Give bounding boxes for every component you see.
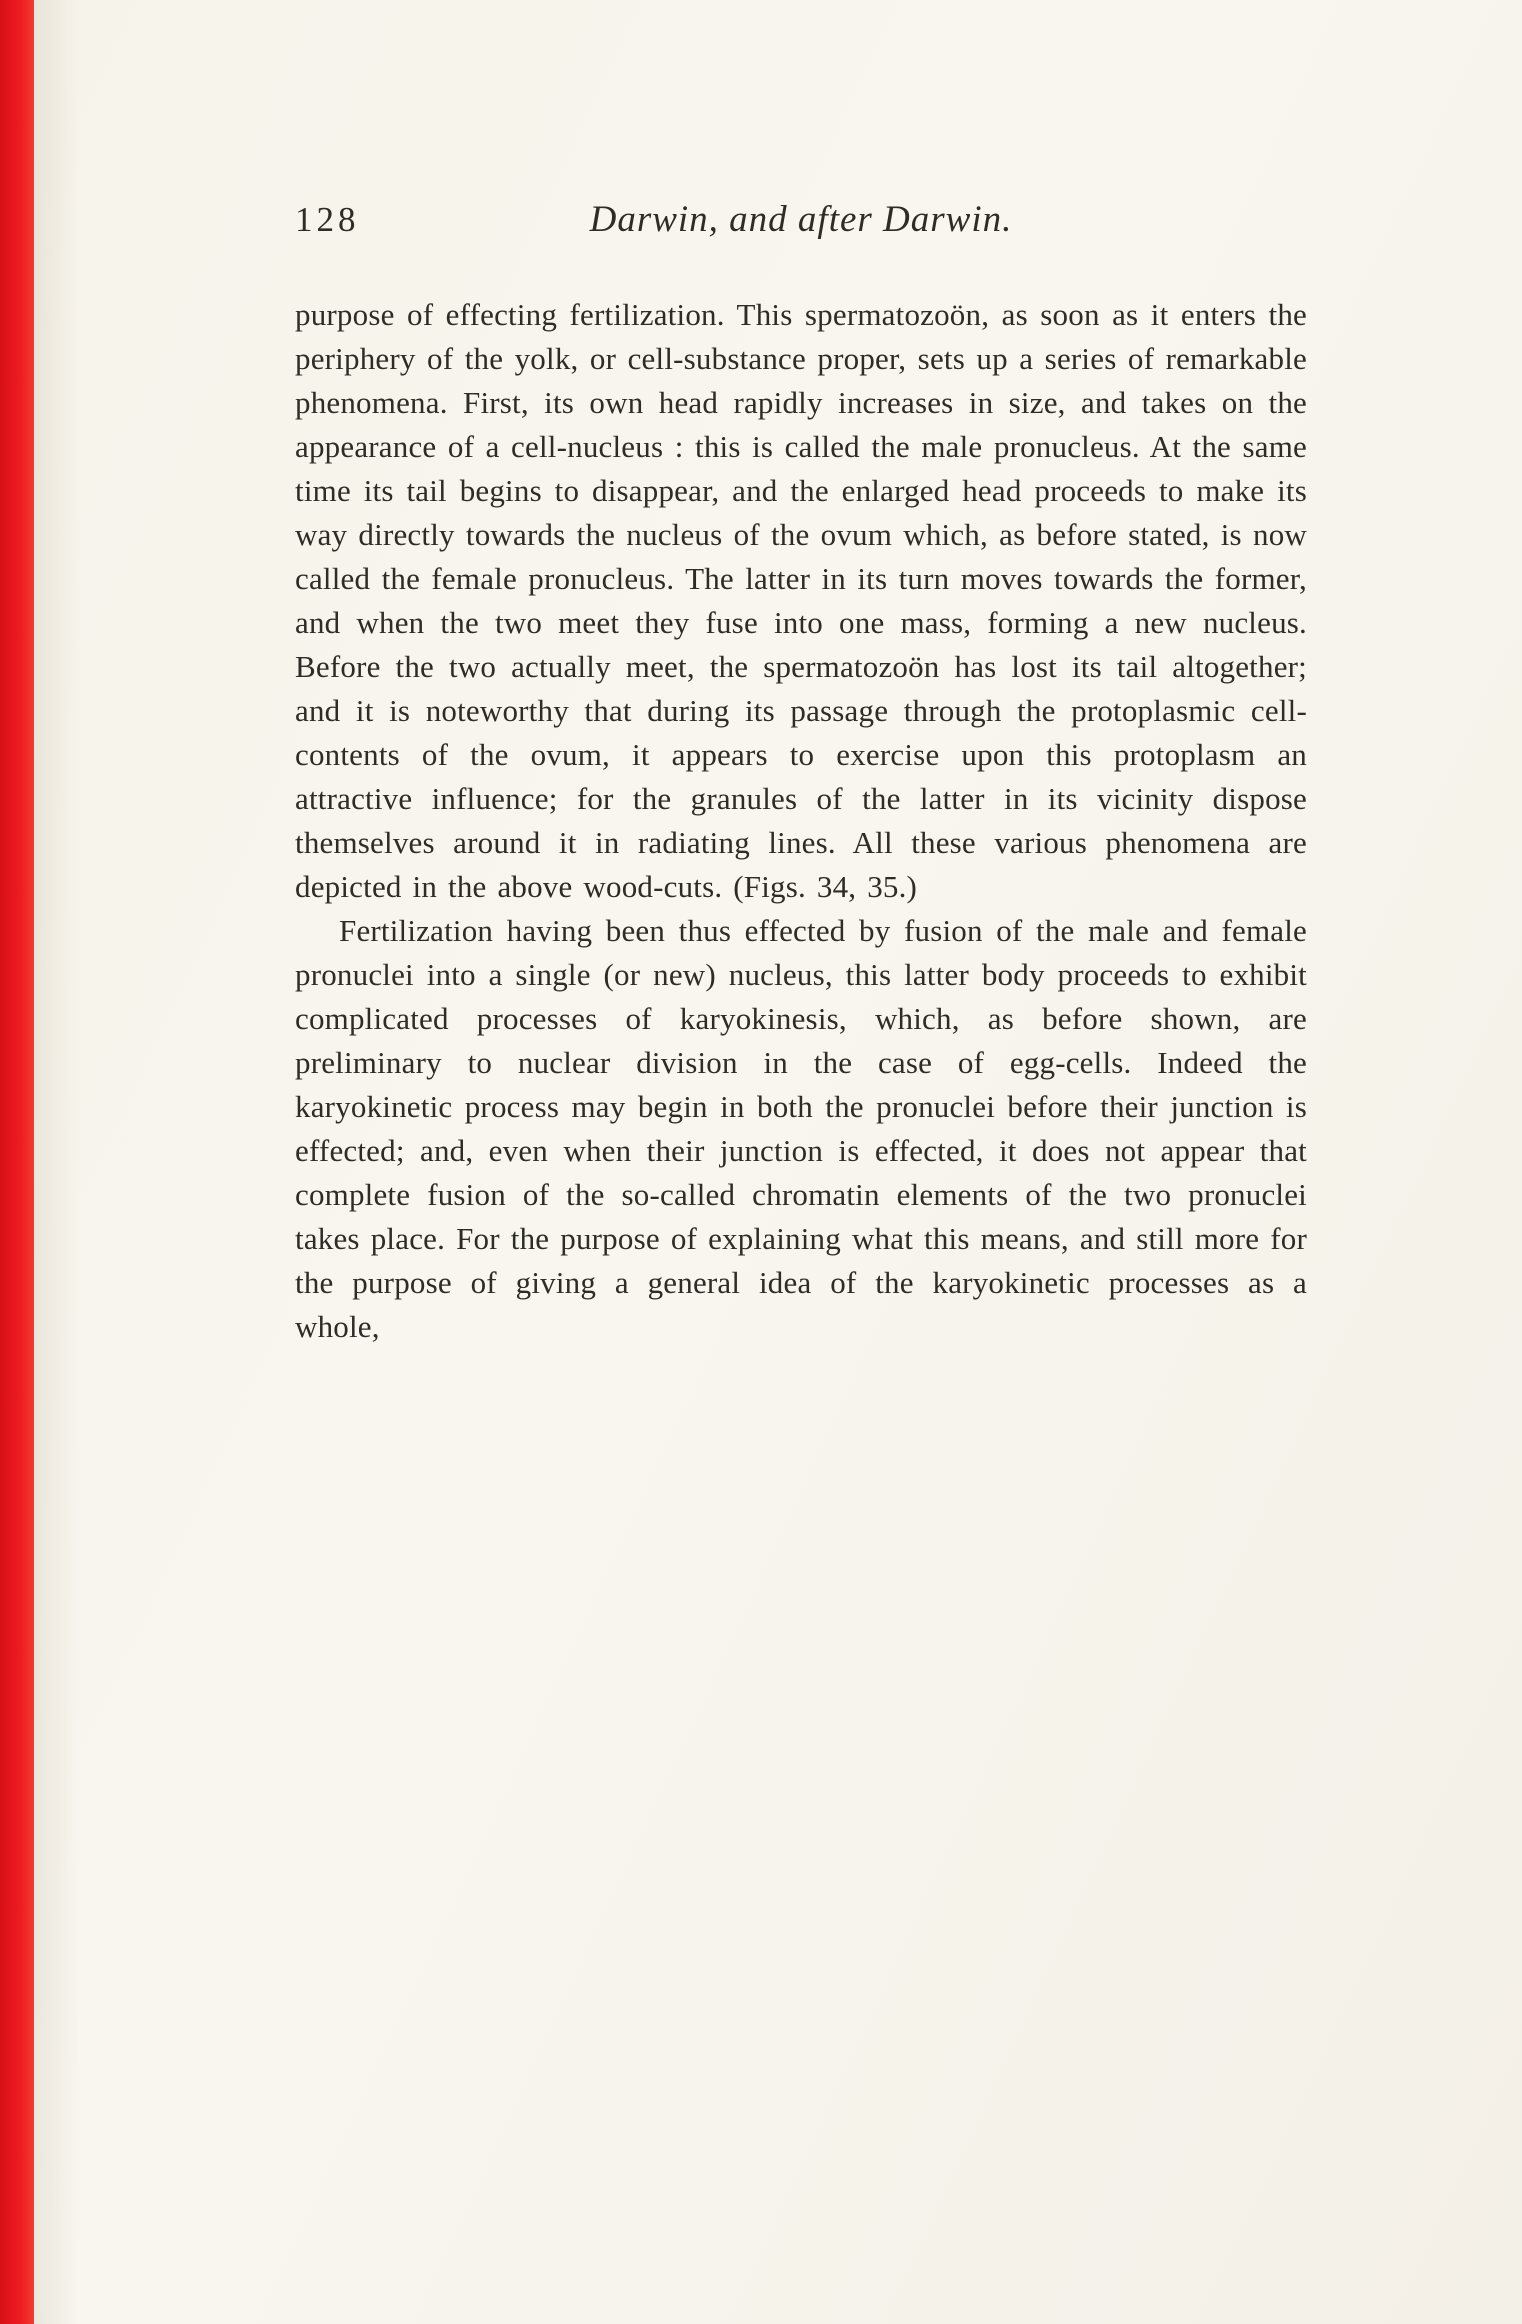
binding-edge bbox=[0, 0, 34, 2324]
body-text bbox=[295, 293, 1307, 1349]
paragraph: purpose of effecting fertilization. This spermatozoön, as soon as it enters the periphery of the yolk, or cell-substance proper, sets up a series of remarkable phenomena. First, its own head rapidly increases in size, and takes on the appearance of a cell-nucleus : this is called the male pronucleus. At the same time its tail begins to disappear, and the enlarged head proceeds to make its way directly towards the nucleus of the ovum which, as before stated, is now called the female pronucleus. The latter in its turn moves towards the former, and when the two meet they fuse into one mass, forming a new nucleus. Before the two actually meet, the spermatozoön has lost its tail altogether; and it is noteworthy that during its passage through the protoplasmic cell-contents of the ovum, it appears to exercise upon this protoplasm an attractive influence; for the granules of the latter in its vicinity dispose themselves around it in radiating lines. All these various phenomena are depicted in the above wood-cuts. (Figs. 34, 35.) bbox=[295, 297, 1307, 904]
gutter-shadow bbox=[34, 0, 80, 2324]
page-number: 128 bbox=[295, 200, 360, 239]
running-head bbox=[295, 198, 1307, 241]
paragraph: Fertilization having been thus effected by fusion of the male and female pronuclei into a single (or new) nucleus, this latter body proceeds to exhibit complicated processes of karyokinesis, which, as before shown, are preliminary to nuclear division in the case of egg-cells. Indeed the karyokinetic process may begin in both the pronuclei before their junction is effected; and, even when their junction is effected, it does not appear that complete fusion of the so-called chromatin elements of the two pronuclei takes place. For the purpose of explaining what this means, and still more for the purpose of giving a general idea of the karyokinetic processes as a whole, bbox=[295, 913, 1307, 1344]
page-content bbox=[295, 198, 1307, 1349]
running-title: Darwin, and after Darwin. bbox=[589, 199, 1013, 240]
